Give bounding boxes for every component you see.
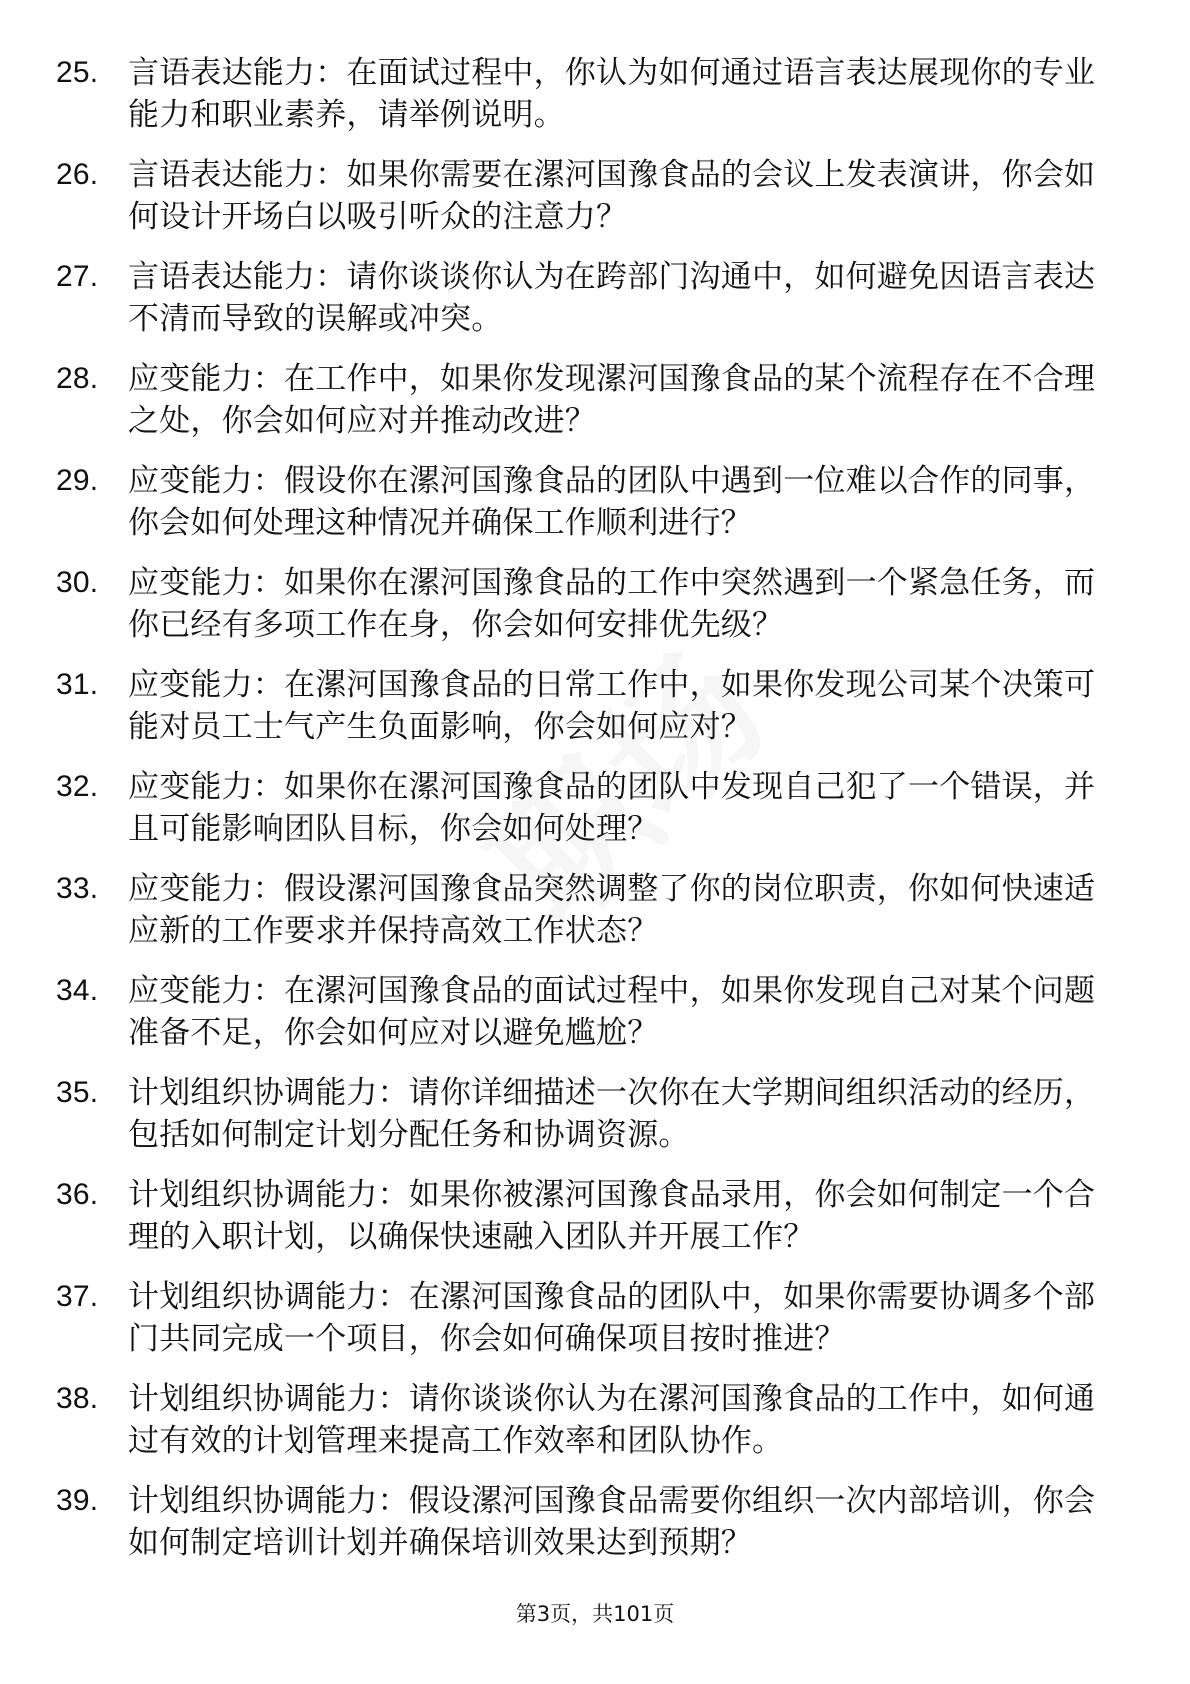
list-item bbox=[56, 154, 1120, 238]
item-text: 应变能力：如果你在漯河国豫食品的工作中突然遇到一个紧急任务，而你已经有多项工作在身，你会如何安排优先级？ bbox=[128, 565, 1096, 643]
item-text: 言语表达能力：请你谈谈你认为在跨部门沟通中，如何避免因语言表达不清而导致的误解或冲突。 bbox=[128, 259, 1096, 337]
item-number: 32. bbox=[56, 770, 99, 803]
list-item bbox=[56, 1378, 1120, 1462]
list-item bbox=[56, 970, 1120, 1054]
item-text: 应变能力：如果你在漯河国豫食品的团队中发现自己犯了一个错误，并且可能影响团队目标，你会如何处理？ bbox=[128, 769, 1096, 847]
item-text: 应变能力：在漯河国豫食品的面试过程中，如果你发现自己对某个问题准备不足，你会如何应对以避免尴尬？ bbox=[128, 973, 1096, 1051]
item-text: 应变能力：在工作中，如果你发现漯河国豫食品的某个流程存在不合理之处，你会如何应对并推动改进？ bbox=[128, 361, 1096, 439]
list-item bbox=[56, 358, 1120, 442]
list-item bbox=[56, 664, 1120, 748]
list-item bbox=[56, 52, 1120, 136]
item-text: 言语表达能力：如果你需要在漯河国豫食品的会议上发表演讲，你会如何设计开场白以吸引听众的注意力？ bbox=[128, 157, 1096, 235]
list-item bbox=[56, 1480, 1120, 1564]
item-number: 29. bbox=[56, 464, 99, 497]
item-number: 27. bbox=[56, 260, 99, 293]
item-number: 31. bbox=[56, 668, 99, 701]
list-item bbox=[56, 1276, 1120, 1360]
item-number: 28. bbox=[56, 362, 99, 395]
list-item bbox=[56, 1072, 1120, 1156]
item-number: 37. bbox=[56, 1280, 99, 1313]
item-number: 36. bbox=[56, 1178, 99, 1211]
item-number: 38. bbox=[56, 1382, 99, 1415]
list-item bbox=[56, 766, 1120, 850]
item-number: 33. bbox=[56, 872, 99, 905]
item-number: 35. bbox=[56, 1076, 99, 1109]
item-text: 计划组织协调能力：假设漯河国豫食品需要你组织一次内部培训，你会如何制定培训计划并确保培训效果达到预期？ bbox=[128, 1483, 1096, 1561]
item-text: 应变能力：假设你在漯河国豫食品的团队中遇到一位难以合作的同事，你会如何处理这种情况并确保工作顺利进行？ bbox=[128, 463, 1096, 541]
item-text: 计划组织协调能力：请你详细描述一次你在大学期间组织活动的经历，包括如何制定计划分配任务和协调资源。 bbox=[128, 1075, 1096, 1153]
list-item bbox=[56, 868, 1120, 952]
item-text: 计划组织协调能力：请你谈谈你认为在漯河国豫食品的工作中，如何通过有效的计划管理来提高工作效率和团队协作。 bbox=[128, 1381, 1096, 1459]
item-text: 计划组织协调能力：如果你被漯河国豫食品录用，你会如何制定一个合理的入职计划，以确保快速融入团队并开展工作？ bbox=[128, 1177, 1096, 1255]
list-item bbox=[56, 562, 1120, 646]
list-item bbox=[56, 460, 1120, 544]
item-number: 26. bbox=[56, 158, 99, 191]
item-text: 应变能力：假设漯河国豫食品突然调整了你的岗位职责，你如何快速适应新的工作要求并保持高效工作状态？ bbox=[128, 871, 1096, 949]
item-text: 计划组织协调能力：在漯河国豫食品的团队中，如果你需要协调多个部门共同完成一个项目，你会如何确保项目按时推进？ bbox=[128, 1279, 1096, 1357]
item-number: 39. bbox=[56, 1484, 99, 1517]
item-text: 应变能力：在漯河国豫食品的日常工作中，如果你发现公司某个决策可能对员工士气产生负面影响，你会如何应对？ bbox=[128, 667, 1096, 745]
item-number: 25. bbox=[56, 56, 99, 89]
item-number: 34. bbox=[56, 974, 99, 1007]
list-item bbox=[56, 1174, 1120, 1258]
item-number: 30. bbox=[56, 566, 99, 599]
item-text: 言语表达能力：在面试过程中，你认为如何通过语言表达展现你的专业能力和职业素养，请举例说明。 bbox=[128, 55, 1096, 133]
list-item bbox=[56, 256, 1120, 340]
page-footer: 第3页，共101页 bbox=[515, 1602, 675, 1626]
question-list bbox=[56, 52, 1120, 1582]
